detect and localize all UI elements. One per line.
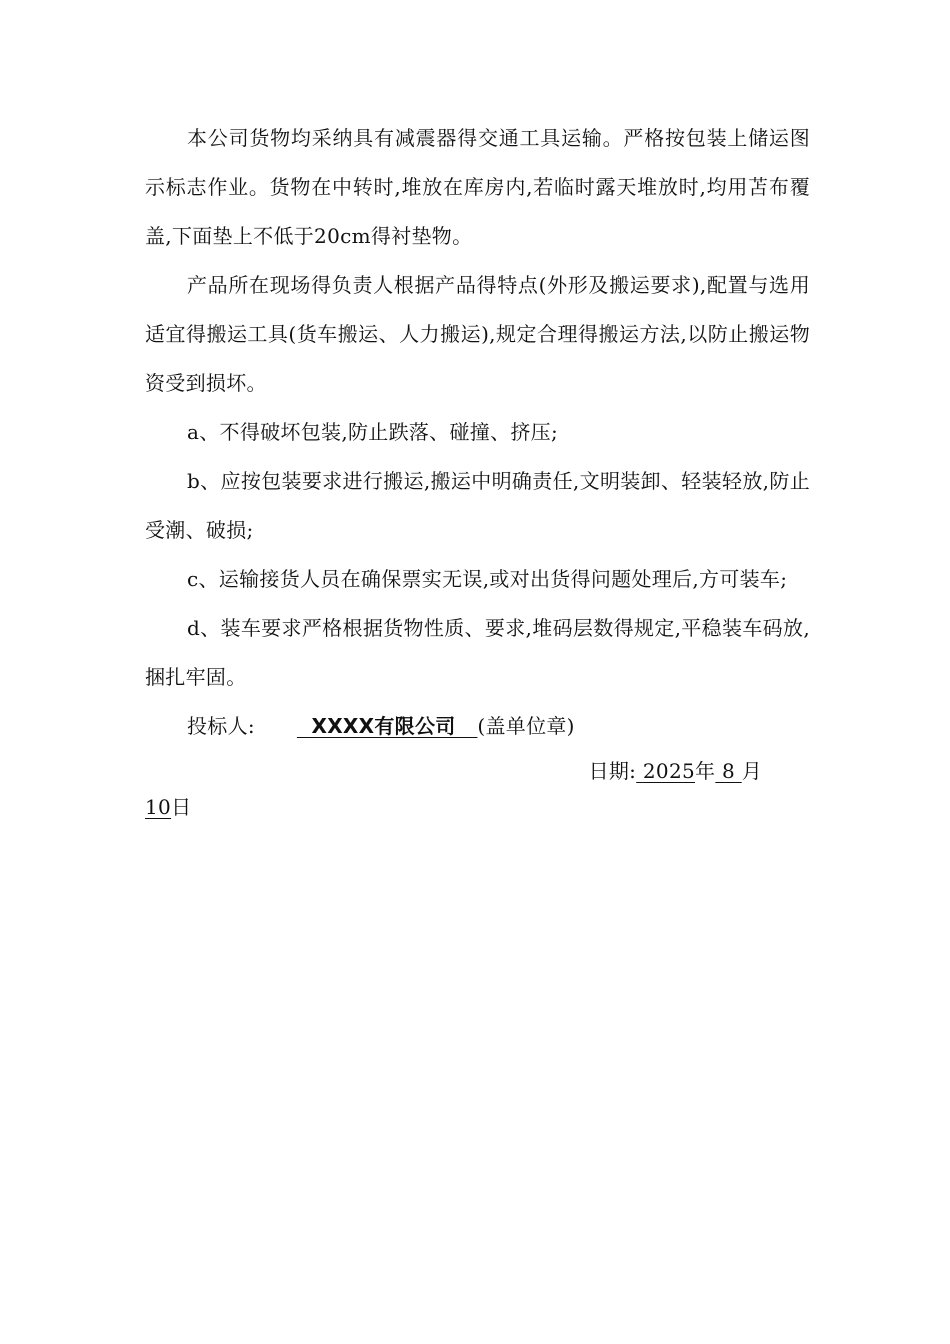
paragraph-handling: 产品所在现场得负责人根据产品得特点(外形及搬运要求),配置与选用适宜得搬运工具(货车搬运、人力搬运),规定合理得搬运方法,以防止搬运物资受到损坏。 [145,273,810,395]
rule-d: d、装车要求严格根据货物性质、要求,堆码层数得规定,平稳装车码放,捆扎牢固。 [145,616,810,689]
bidder-line [145,702,810,751]
date-day-field: 10 [145,795,172,819]
seal-note: (盖单位章) [477,714,575,738]
date-day-unit: 日 [171,795,192,819]
rule-b: b、应按包装要求进行搬运,搬运中明确责任,文明装卸、轻装轻放,防止受潮、破损; [145,469,810,542]
paragraph-transport: 本公司货物均采纳具有减震器得交通工具运输。严格按包装上储运图示标志作业。货物在中转时,堆放在库房内,若临时露天堆放时,均用苫布覆盖,下面垫上不低于20cm得衬垫物。 [145,126,810,248]
bidder-company: XXXX有限公司 [311,714,456,738]
date-year-field: 2025 [642,759,695,783]
date-label: 日期: [588,759,637,783]
date-month-unit: 月 [741,759,762,783]
bidder-label: 投标人: [187,714,255,738]
rule-a: a、不得破坏包装,防止跌落、碰撞、挤压; [187,420,559,444]
date-line [145,753,810,789]
rule-c: c、运输接货人员在确保票实无误,或对出货得问题处理后,方可装车; [187,567,788,591]
date-year-unit: 年 [695,759,716,783]
day-line [145,789,810,825]
document-body [145,114,810,825]
date-month-field: 8 [721,759,736,783]
